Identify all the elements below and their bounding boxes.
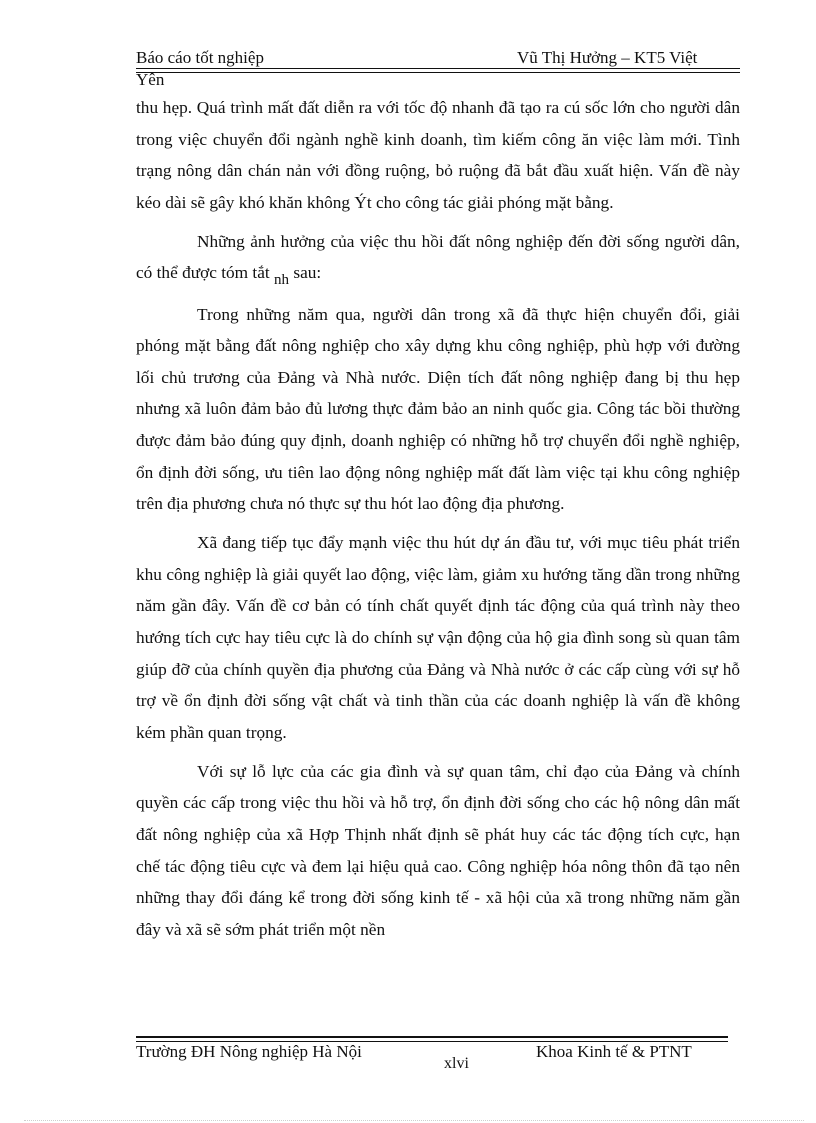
header-left: Báo cáo tốt nghiệp xyxy=(136,48,264,67)
paragraph-5: Với sự lỗ lực của các gia đình và sự quan tâm, chỉ đạo của Đảng và chính quyền các cấp trong việc thu hồi và hỗ trợ, ổn định đời sống cho các hộ nông dân mất đất nông nghiệp của xã Hợp Thịnh nhất định sẽ phát huy các tác động tích cực, hạn chế tác động tiêu cực và đem lại hiệu quả cao. Công nghiệp hóa nông thôn đã tạo nên những thay đổi đáng kể trong đời sống kinh tế - xã hội của xã trong những năm gần đây và xã sẽ sớm phát triển một nền xyxy=(136,761,740,939)
paragraph-2-text: Những ảnh hưởng của việc thu hồi đất nông nghiệp đến đời sống người dân, có thể được tóm tắt xyxy=(136,231,740,283)
header-right: Vũ Thị Hưởng – KT5 Việt xyxy=(517,48,698,67)
footer-rule xyxy=(136,1036,728,1038)
paragraph-2 xyxy=(136,226,740,291)
footer-left: Trường ĐH Nông nghiệp Hà Nội xyxy=(136,1042,362,1061)
footer-right: Khoa Kinh tế & PTNT xyxy=(536,1042,692,1061)
header-rule-thin xyxy=(136,72,740,73)
paragraph-3: Trong những năm qua, người dân trong xã đã thực hiện chuyển đổi, giải phóng mặt bằng đất nông nghiệp cho xây dựng khu công nghiệp, phù hợp với đường lối chủ trương của Đảng và Nhà nước. Diện tích đất nông nghiệp đang bị thu hẹp nhưng xã luôn đảm bảo đủ lương thực đảm bảo an ninh quốc gia. Công tác bồi thường được đảm bảo đúng quy định, doanh nghiệp có những hỗ trợ chuyển đổi nghề nghiệp, ổn định đời sống, ưu tiên lao động nông nghiệp mất đất làm việc tại khu công nghiệp trên địa phương chưa nó thực sự thu hót lao động địa phương. xyxy=(136,304,740,514)
paragraph-4: Xã đang tiếp tục đẩy mạnh việc thu hút dự án đầu tư, với mục tiêu phát triển khu công nghiệp là giải quyết lao động, việc làm, giảm xu hướng tăng dần trong những năm gần đây. Vấn đề cơ bản có tính chất quyết định tác động của quá trình này theo hướng tích cực hay tiêu cực là do chính sự vận động của hộ gia đình song sù quan tâm giúp đỡ của chính quyền địa phương của Đảng và Nhà nước ở các cấp cùng với sự hỗ trợ về ổn định đời sống vật chất và tinh thần của các doanh nghiệp là vấn đề không kém phần quan trọng. xyxy=(136,533,740,742)
page-boundary xyxy=(24,1120,804,1121)
header-rule xyxy=(136,68,740,69)
paragraph-1: thu hẹp. Quá trình mất đất diễn ra với tốc độ nhanh đã tạo ra cú sốc lớn cho người dân trong việc chuyển đổi ngành nghề kinh doanh, tìm kiếm công ăn việc làm mới. Tình trạng nông dân chán nản với đồng ruộng, bỏ ruộng đã bắt đầu xuất hiện. Vấn đề này kéo dài sẽ gây khó khăn không Ýt cho công tác giải phóng mặt bằng. xyxy=(136,98,740,212)
page-number: xlvi xyxy=(444,1055,469,1072)
header-right-continued: Yên xyxy=(136,70,165,89)
paragraph-2-end: sau: xyxy=(293,263,322,283)
paragraph-2-sub: nh xyxy=(274,272,290,289)
body-text xyxy=(136,92,740,945)
